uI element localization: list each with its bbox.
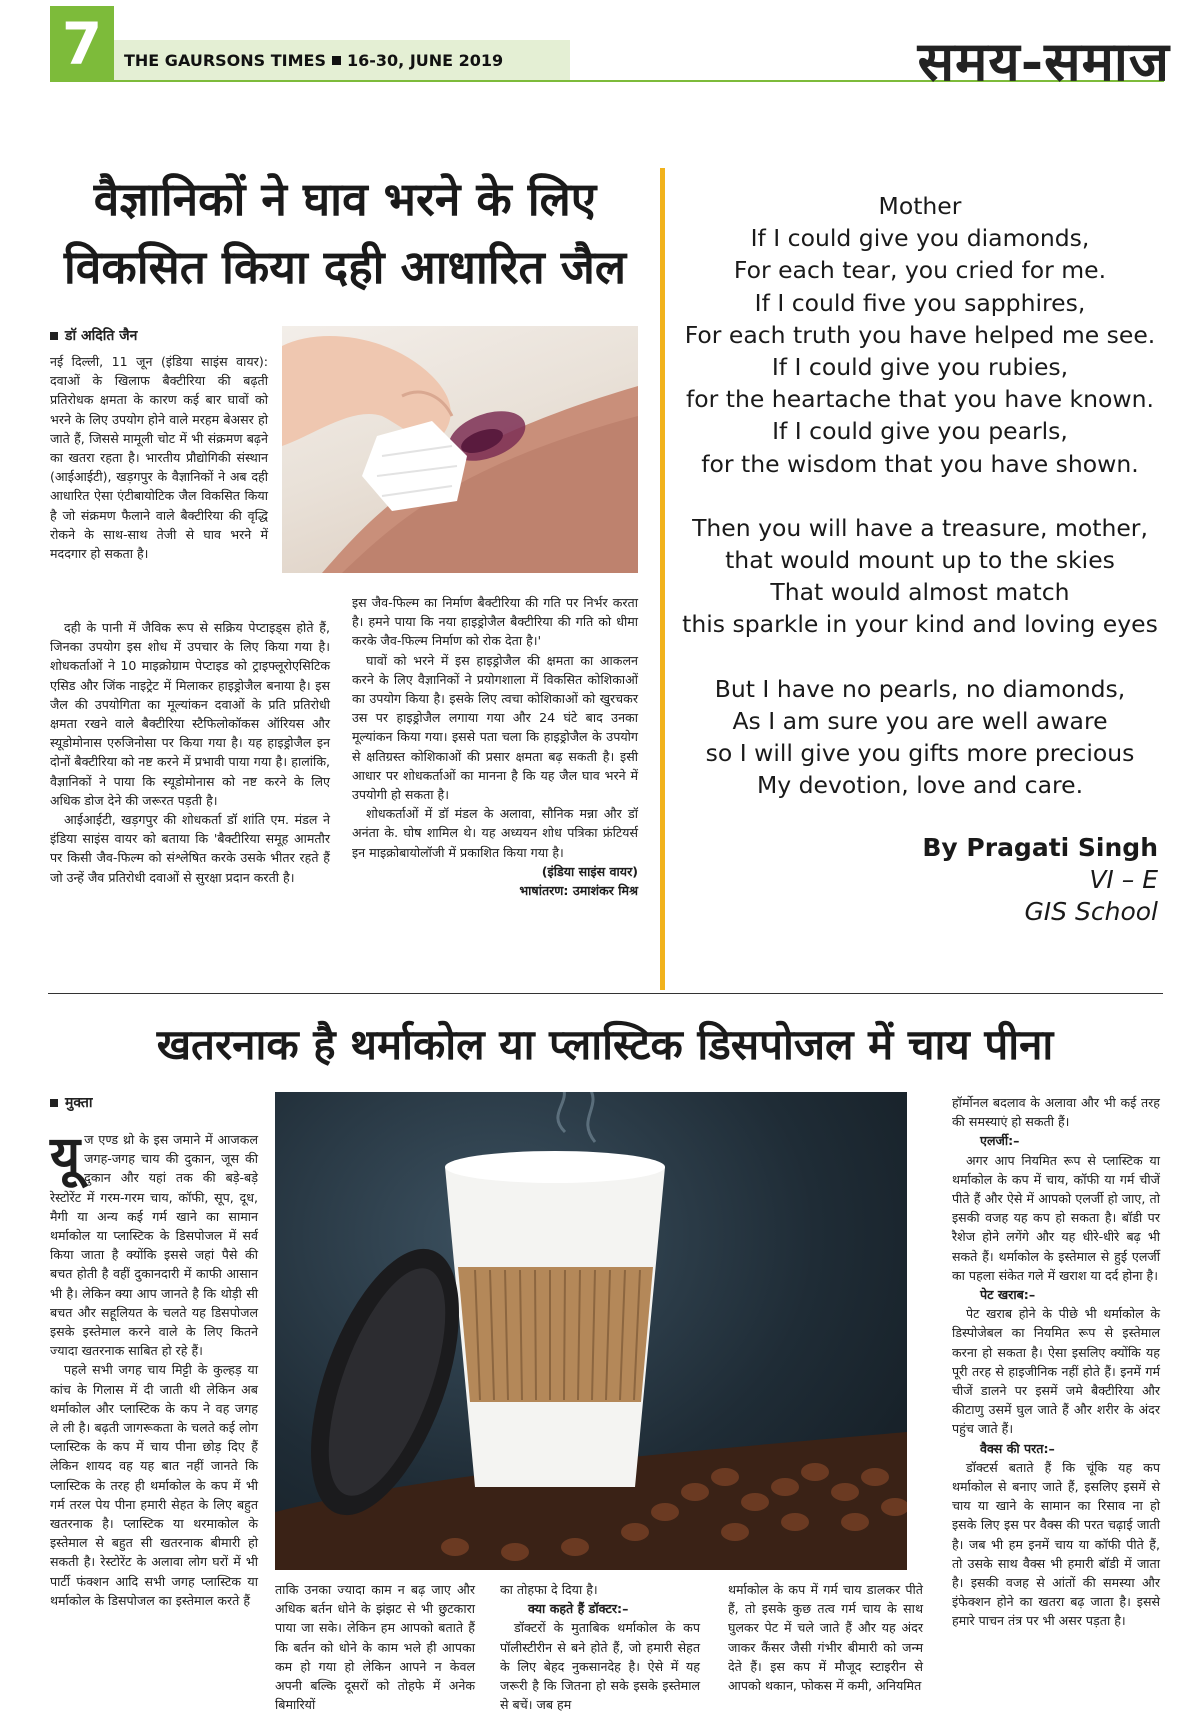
page-number: 7: [50, 6, 114, 82]
article1-byline: [50, 326, 137, 345]
article1-paragraph: नई दिल्ली, 11 जून (इंडिया साइंस वायर): दवाओं के खिलाफ बैक्टीरिया की बढ़ती प्रतिरोधक क्षमता के कारण कई बार घावों को भरने के लिए उपयोग होने वाले मरहम बेअसर हो जाते हैं, जिससे मामूली चोट में भी संक्रमण बढ़ने का खतरा रहता है। भारतीय प्रौद्योगिकी संस्थान (आईआईटी), खड़गपुर के वैज्ञानिकों ने अब दही आधारित ऐसा एंटीबायोटिक जैल विकसित किया है जो संक्रमण फैलाने वाले बैक्टीरिया की वृद्धि रोकने के साथ-साथ तेजी से घाव भरने में मददगार हो सकता है।: [50, 354, 268, 562]
article1-paragraph: घावों को भरने में इस हाइड्रोजैल की क्षमता का आकलन करने के लिए वैज्ञानिकों ने प्रयोगशाला में विकसित कोशिकाओं का उपयोग किया है। इसके लिए त्वचा कोशिकाओं को खुरचकर उस पर हाइड्रोजैल लगाया गया और 24 घंटे बाद उनका मूल्यांकन किया गया। इससे पता चला कि हाइड्रोजैल के उपयोग से क्षतिग्रस्त कोशिकाओं की प्रसार क्षमता बढ़ सकती है। इसी आधार पर शोधकर्ताओं का मानना है कि यह जैल घाव भरने में उपयोगी हो सकता है।: [352, 652, 638, 803]
poem-line: so I will give you gifts more precious: [705, 739, 1135, 768]
article2-dropcap: यू: [50, 1126, 81, 1186]
poem-line: If I could five you sapphires,: [754, 288, 1086, 317]
article1-paragraph: इस जैव-फिल्म का निर्माण बैक्टीरिया की गति पर निर्भर करता है। हमने पाया कि नया हाइड्रोजैल बैक्टीरिया की गति को धीमा करके जैव-फिल्म निर्माण को रोक देता है।': [352, 595, 638, 649]
poem-author: By Pragati Singh: [922, 833, 1158, 862]
article2-paragraph: अगर आप नियमित रूप से प्लास्टिक या थर्माकोल के कप में चाय, कॉफी या गर्म चीजें पीते हैं और ऐसे में आपको एलर्जी हो जाए, तो इसकी वजह यह कप हो सकता है। बॉडी पर रैशेज होने लगेंगे और यह धीरे-धीरे बढ़ भी सकते हैं। थर्माकोल के इस्तेमाल से हुई एलर्जी का पहला संकेत गले में खराश या दर्द होना है।: [952, 1152, 1160, 1283]
masthead-bar: [114, 40, 570, 80]
poem-line: As I am sure you are well aware: [732, 706, 1108, 735]
coffee-cup-photo: [275, 1092, 907, 1570]
poem: [675, 190, 1165, 833]
article1-paragraph: आईआईटी, खड़गपुर की शोधकर्ता डॉ शांति एम. मंडल ने इंडिया साइंस वायर को बताया कि 'बैक्टीरिया समूह आमतौर पर किसी जैव-फिल्म को संश्लेषित करके उसके भीतर रहते हैं जो उन्हें जैव प्रतिरोधी दवाओं से सुरक्षा प्रदान करती है।: [50, 812, 330, 885]
article2-paragraph: हॉर्मोनल बदलाव के अलावा और भी कई तरह की समस्याएं हो सकती हैं।: [952, 1095, 1160, 1130]
section-divider: [48, 993, 1163, 994]
article2-subheading: पेट खराब:–: [980, 1287, 1036, 1303]
article1-author: डॉ अदिति जैन: [65, 328, 138, 344]
article2-paragraph: ज एण्ड थ्रो के इस जमाने में आजकल जगह-जगह चाय की दुकान, जूस की दुकान और यहां तक की बड़े-बड़े रेस्टोरेंट में गरम-गरम चाय, कॉफी, सूप, दूध, मैगी या अन्य कई गर्म खाने का सामान थर्माकोल या प्लास्टिक के डिसपोजल में सर्व किया जाता है क्योंकि इससे जहां पैसे की बचत होती है वहीं दुकानदारी में काफी आसान भी है। लेकिन क्या आप जानते है कि थोड़ी सी बचत और सहूलियत के चलते यह डिसपोजल इसके इस्तेमाल करने वाले के लिए कितने ज्यादा खतरनाक साबित हो रहे हैं।: [50, 1132, 258, 1359]
poem-line: for the wisdom that you have shown.: [701, 449, 1139, 478]
article1-column2: [352, 593, 638, 900]
poem-line: My devotion, love and care.: [756, 771, 1084, 800]
article1-source-credit: (इंडिया साइंस वायर): [541, 863, 638, 879]
wound-photo-illustration: [282, 326, 638, 573]
article1-paragraph: शोधकर्ताओं में डॉ मंडल के अलावा, सौनिक मन्ना और डॉ अनंता के. घोष शामिल थे। यह अध्ययन शोध पत्रिका फ्रंटियर्स इन माइक्रोबायोलॉजी में प्रकाशित किया गया है।: [352, 806, 638, 860]
square-bullet-icon: [50, 332, 58, 340]
poem-line: that would mount up to the skies: [725, 546, 1115, 575]
article1-column1-cont: [50, 618, 330, 887]
square-bullet-icon: [332, 56, 341, 65]
poem-attribution: [922, 832, 1158, 928]
article2-column3: [500, 1580, 700, 1714]
poem-line: If I could give you pearls,: [772, 417, 1068, 446]
article2-paragraph: पहले सभी जगह चाय मिट्टी के कुल्हड़ या कांच के गिलास में दी जाती थी लेकिन अब थर्माकोल और प्लास्टिक के कप ने वह जगह ले ली है। बढ़ती जागरूकता के चलते कई लोग प्लास्टिक के कप में चाय पीना छोड़ दिए हैं लेकिन शायद वह यह बात नहीं जानते कि प्लास्टिक के तरह ही थर्माकोल के कप में भी गर्म तरल पेय पीना हमारी सेहत के लिए बहुत खतरनाक है। प्लास्टिक या थरमाकोल के इस्तेमाल से बहुत सी खतरनाक बीमारी हो सकती है। रेस्टोरेंट के अलावा लोग घरों में भी पार्टी फंक्शन आदि सभी जगह प्लास्टिक या थर्माकोल के डिसपोजल का इस्तेमाल करते हैं: [50, 1362, 258, 1608]
article1-headline-line2: विकसित किया दही आधारित जैल: [63, 240, 627, 294]
poem-line: That would almost match: [770, 578, 1070, 607]
issue-date: 16-30, JUNE 2019: [347, 51, 504, 70]
poem-author-school: GIS School: [1024, 897, 1158, 926]
wound-dressing-photo: [282, 326, 638, 573]
article2-byline: [50, 1093, 92, 1112]
poem-author-class: VI – E: [1089, 865, 1158, 894]
poem-stanza-2: [675, 512, 1165, 641]
article2-column2: [275, 1580, 475, 1714]
article2-author: मुक्ता: [65, 1095, 93, 1111]
poem-stanza-3: [675, 673, 1165, 802]
article1-translator-credit: भाषांतरण: उमाशंकर मिश्र: [519, 883, 638, 899]
article2-subheading: क्या कहते हैं डॉक्टर:–: [528, 1601, 629, 1617]
poem-line: But I have no pearls, no diamonds,: [714, 674, 1126, 703]
poem-line: For each tear, you cried for me.: [733, 256, 1107, 285]
poem-line: If I could give you rubies,: [771, 353, 1069, 382]
paper-name: THE GAURSONS TIMES: [124, 51, 326, 70]
article2-subheading: एलर्जी:–: [980, 1133, 1020, 1149]
poem-line: For each truth you have helped me see.: [684, 320, 1156, 349]
article2-headline: खतरनाक है थर्माकोल या प्लास्टिक डिसपोजल में चाय पीना: [156, 1020, 1054, 1069]
article2-paragraph: थर्माकोल के कप में गर्म चाय डालकर पीते हैं, तो इसके कुछ तत्व गर्म चाय के साथ घुलकर पेट में चले जाते हैं और यह अंदर जाकर कैंसर जैसी गंभीर बीमारी को जन्म देते हैं। इस कप में मौजूद स्टाइरीन से आपको थकान, फोकस में कमी, अनियमित: [728, 1582, 923, 1694]
article2-column5: [952, 1093, 1160, 1631]
article1-paragraph: दही के पानी में जैविक रूप से सक्रिय पेप्टाइड्स होते हैं, जिनका उपयोग इस शोध में उपचार के लिए किया गया है। शोधकर्ताओं ने 10 माइक्रोग्राम पेप्टाइड को ट्राइफ्लूरोएसिटिक एसिड और जिंक नाइट्रेट में मिलाकर हाइड्रोजैल बनाया है। इस जैल की उपयोगिता का मूल्यांकन दवाओं के प्रति प्रतिरोधी क्षमता रखने वाले बैक्टीरिया स्टैफिलोकॉकस ऑरियस और स्यूडोमोनास एरुजिनोसा पर किया गया है। यह हाइड्रोजैल इन दोनों बैक्टीरिया को नष्ट करने में प्रभावी पाया गया है। हालांकि, वैज्ञानिकों ने पाया कि स्यूडोमोनास को नष्ट करने के लिए अधिक डोज देने की जरूरत पड़ती है।: [50, 620, 330, 808]
article2-paragraph: पेट खराब होने के पीछे भी थर्माकोल के डिस्पोजेबल का नियमित रूप से इस्तेमाल करना हो सकता है। ऐसा इसलिए क्योंकि यह पूरी तरह से हाइजीनिक नहीं होते हैं। इनमें गर्म चीजें डालने पर इसमें जमे बैक्टीरिया और कीटाणु उसमें घुल जाते हैं और शरीर के अंदर पहुंच जाते हैं।: [952, 1306, 1160, 1437]
article2-paragraph: डॉक्टरों के मुताबिक थर्माकोल के कप पॉलीस्टीरीन से बने होते हैं, जो हमारी सेहत के लिए बेहद नुकसानदेह है। ऐसे में यह जरूरी है कि जितना हो सके इसके इस्तेमाल से बचें। जब हम: [500, 1620, 700, 1713]
square-bullet-icon: [50, 1099, 58, 1107]
poem-line: this sparkle in your kind and loving eyes: [682, 610, 1158, 639]
poem-stanza-1: [675, 190, 1165, 480]
poem-line: for the heartache that you have known.: [685, 385, 1155, 414]
poem-title: Mother: [878, 192, 962, 220]
article2-column4: [728, 1580, 923, 1695]
article2-subheading: वैक्स की परत:–: [980, 1440, 1055, 1456]
article1-column1: [50, 352, 268, 563]
article2-column1: [50, 1126, 258, 1610]
section-title: समय-समाज: [917, 29, 1170, 93]
coffee-cup-illustration: [275, 1092, 907, 1570]
article2-paragraph: का तोहफा दे दिया है।: [500, 1582, 598, 1597]
article2-paragraph: ताकि उनका ज्यादा काम न बढ़ जाए और अधिक बर्तन धोने के झंझट से भी छुटकारा पाया जा सके। लेकिन हम आपको बताते हैं कि बर्तन को धोने के काम भले ही आपका कम हो गया हो लेकिन आपने न केवल अपनी बल्कि दूसरों को तोहफे में अनेक बिमारियों: [275, 1582, 475, 1713]
article1-headline-line1: वैज्ञानिकों ने घाव भरने के लिए: [93, 172, 597, 226]
article1-headline: [50, 165, 640, 301]
column-divider: [660, 168, 665, 990]
poem-line: Then you will have a treasure, mother,: [692, 513, 1148, 542]
article2-paragraph: डॉक्टर्स बताते हैं कि चूंकि यह कप थर्माकोल से बनाए जाते हैं, इसलिए इसमें से चाय या खाने के सामान का रिसाव ना हो इसके लिए इस पर वैक्स की परत चढ़ाई जाती है। जब भी हम इनमें चाय या कॉफी पीते हैं, तो उसके साथ वैक्स भी हमारी बॉडी में जाता है। इसकी वजह से आंतों की समस्या और इंफेक्शन होने का खतरा बढ़ जाता है। इससे हमारे पाचन तंत्र पर भी असर पड़ता है।: [952, 1459, 1160, 1629]
poem-line: If I could give you diamonds,: [750, 224, 1090, 253]
